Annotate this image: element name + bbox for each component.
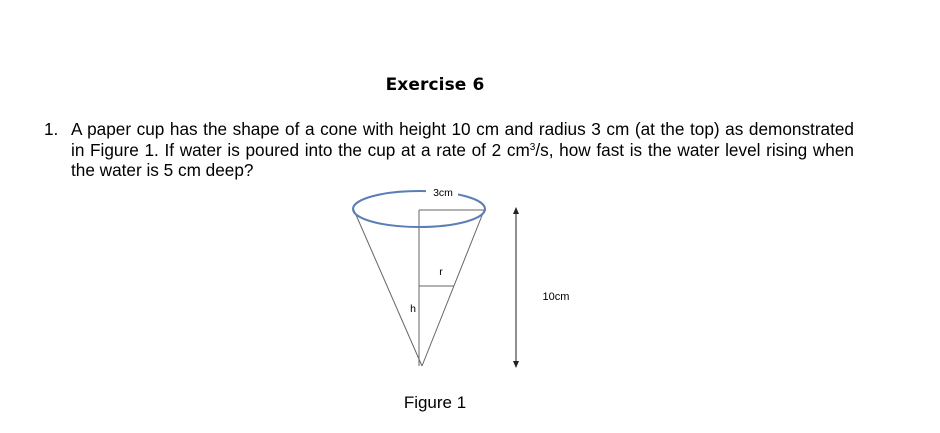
question-number: 1. bbox=[44, 119, 59, 139]
label-h: h bbox=[410, 303, 416, 315]
question-text-part-1: A paper cup has the shape of a cone with height 10 cm and radius 3 cm (at the top) as demonstrated in Figure 1. If water is poured into the cup at a rate of 2 cm bbox=[71, 119, 854, 160]
label-radius-top: 3cm bbox=[433, 187, 453, 199]
cone-left-side bbox=[353, 208, 422, 366]
label-height: 10cm bbox=[542, 291, 570, 303]
question-text-part-2: /s, how fast is the water level rising when the water is 5 cm deep? bbox=[71, 139, 854, 180]
height-arrow-up-head bbox=[513, 207, 519, 214]
exercise-heading: Exercise 6 bbox=[385, 75, 485, 95]
unit-exponent: 3 bbox=[529, 141, 536, 153]
figure-caption: Figure 1 bbox=[403, 393, 467, 412]
cone-right-side bbox=[422, 208, 485, 366]
label-r: r bbox=[439, 266, 443, 278]
height-arrow-down-head bbox=[513, 361, 519, 368]
